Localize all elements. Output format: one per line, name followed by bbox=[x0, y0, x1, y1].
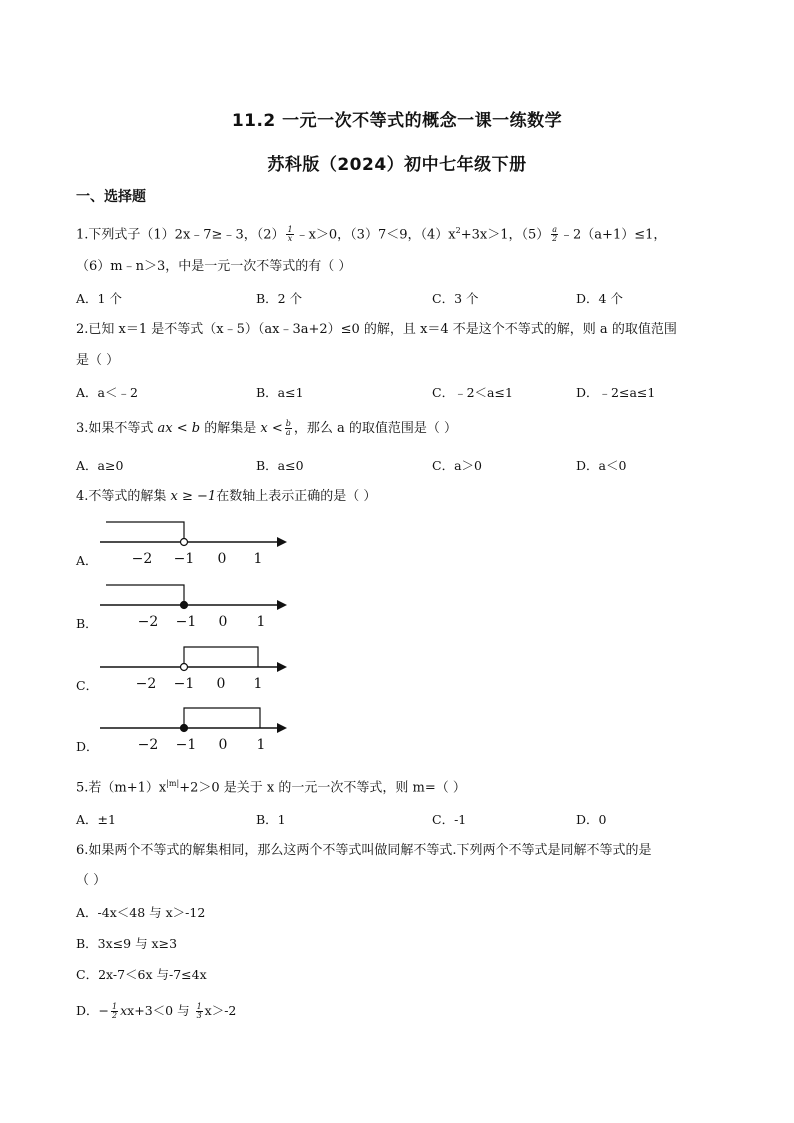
q3-option-a[interactable]: A．a≥0 bbox=[76, 458, 124, 473]
tick-label: 0 bbox=[218, 614, 228, 630]
tick-label: −2 bbox=[137, 737, 159, 753]
q3-text: 的解集是 bbox=[200, 421, 261, 436]
section-heading: 一、选择题 bbox=[76, 189, 146, 205]
q6-d-fraction-2: $\frac{1}{3}$ bbox=[196, 1002, 202, 1020]
document-title-line1: 11.2 一元一次不等式的概念一课一练数学 bbox=[231, 111, 563, 131]
q1-option-a[interactable]: A．1 个 bbox=[76, 291, 122, 306]
q3-solution: x < bbox=[260, 421, 283, 436]
q1-superscript: 2 bbox=[455, 226, 461, 235]
tick-label: 1 bbox=[256, 614, 266, 630]
tick-label: −2 bbox=[135, 676, 157, 692]
q4-option-d-label[interactable]: D． bbox=[76, 739, 99, 754]
q2-option-d[interactable]: D．﹣2≤a≤1 bbox=[576, 385, 656, 400]
tick-label: 0 bbox=[217, 551, 227, 567]
q4-number-line-d[interactable] bbox=[92, 704, 292, 754]
q3-option-c[interactable]: C．a＞0 bbox=[432, 458, 482, 473]
q4-inequality: x ≥ −1 bbox=[170, 489, 217, 504]
q1-text: ﹣x＞0，（3）7＜9，（4）x bbox=[295, 227, 456, 243]
q5-option-c[interactable]: C．-1 bbox=[432, 812, 467, 827]
tick-label: −1 bbox=[175, 737, 197, 753]
q1-fraction-2: $\frac{a}{2}$ bbox=[552, 225, 558, 244]
tick-label: −2 bbox=[131, 551, 153, 567]
q4-number-line-c[interactable] bbox=[92, 643, 292, 693]
q5-text: +2＞0 是关于 x 的一元一次不等式，则 m=（ ） bbox=[179, 780, 466, 796]
q2-option-b[interactable]: B．a≤1 bbox=[256, 385, 304, 400]
q1-text: +3x＞1，（5） bbox=[460, 227, 550, 243]
q2-option-a[interactable]: A．a＜﹣2 bbox=[76, 385, 138, 400]
q6-option-a[interactable]: A．-4x＜48 与 x＞-12 bbox=[76, 905, 206, 920]
q4-text: 4.不等式的解集 bbox=[76, 489, 171, 504]
q5-option-d[interactable]: D．0 bbox=[576, 812, 607, 827]
q4-option-a-label[interactable]: A． bbox=[76, 553, 98, 568]
q6-option-b[interactable]: B．3x≤9 与 x≥3 bbox=[76, 936, 178, 951]
question-1-line1 bbox=[76, 222, 666, 244]
q1-option-d[interactable]: D．4 个 bbox=[576, 291, 623, 306]
question-2-line1: 2.已知 x＝1 是不等式（x﹣5）（ax﹣3a+2）≤0 的解，且 x＝4 不是这个不等式的解，则 a 的取值范围 bbox=[76, 322, 677, 337]
question-6-line1: 6.如果两个不等式的解集相同，那么这两个不等式叫做同解不等式.下列两个不等式是同解不等式的是 bbox=[76, 843, 652, 858]
q1-fraction-1: $\frac{1}{x}$ bbox=[287, 225, 293, 244]
q4-number-line-b[interactable] bbox=[92, 581, 292, 631]
q6-option-c[interactable]: C．2x-7＜6x 与-7≤4x bbox=[76, 967, 207, 982]
question-2-line2: 是（ ） bbox=[76, 353, 120, 368]
tick-label: 1 bbox=[256, 737, 266, 753]
question-1-line2: （6）m﹣n＞3，中是一元一次不等式的有（ ） bbox=[76, 259, 352, 274]
q3-inequality: ax < b bbox=[157, 421, 201, 436]
tick-label: 1 bbox=[253, 551, 263, 567]
document-title-line2: 苏科版（2024）初中七年级下册 bbox=[267, 155, 527, 175]
question-4-line bbox=[76, 488, 376, 506]
q5-option-a[interactable]: A．±1 bbox=[76, 812, 116, 827]
question-5-line bbox=[76, 775, 466, 797]
tick-label: −1 bbox=[173, 676, 195, 692]
tick-label: 1 bbox=[253, 676, 263, 692]
q3-text: 3.如果不等式 bbox=[76, 421, 158, 436]
tick-label: 0 bbox=[218, 737, 228, 753]
q4-option-c-label[interactable]: C． bbox=[76, 678, 99, 693]
q6-d-fraction-1: $\frac{1}{2}$ bbox=[112, 1002, 118, 1020]
tick-label: −1 bbox=[173, 551, 195, 567]
q5-option-b[interactable]: B．1 bbox=[256, 812, 286, 827]
tick-label: 0 bbox=[216, 676, 226, 692]
q1-option-b[interactable]: B．2 个 bbox=[256, 291, 303, 306]
q5-text: 5.若（m+1）x bbox=[76, 780, 167, 796]
tick-label: −2 bbox=[137, 614, 159, 630]
q4-option-b-label[interactable]: B． bbox=[76, 616, 98, 631]
q5-superscript: |m| bbox=[166, 779, 180, 788]
q3-option-d[interactable]: D．a＜0 bbox=[576, 458, 627, 473]
q4-number-line-a[interactable] bbox=[92, 518, 292, 568]
q1-text: ﹣2（a+1）≤1， bbox=[560, 227, 667, 243]
question-3-line bbox=[76, 420, 457, 438]
q1-text: 1.下列式子（1）2x﹣7≥﹣3，（2） bbox=[76, 227, 285, 243]
q3-text: ，那么 a 的取值范围是（ ） bbox=[293, 421, 458, 436]
q3-fraction: $\frac{b}{a}$ bbox=[285, 419, 291, 437]
q6-option-d[interactable]: D．− $\frac{1}{2}$ xx+3＜0 与 $\frac{1}{3}$ x＞-2 bbox=[76, 1002, 237, 1020]
question-6-line2: （ ） bbox=[76, 873, 107, 888]
tick-label: −1 bbox=[175, 614, 197, 630]
q4-text: 在数轴上表示正确的是（ ） bbox=[216, 489, 377, 504]
q3-option-b[interactable]: B．a≤0 bbox=[256, 458, 304, 473]
q1-option-c[interactable]: C．3 个 bbox=[432, 291, 479, 306]
q2-option-c[interactable]: C．﹣2＜a≤1 bbox=[432, 385, 513, 400]
